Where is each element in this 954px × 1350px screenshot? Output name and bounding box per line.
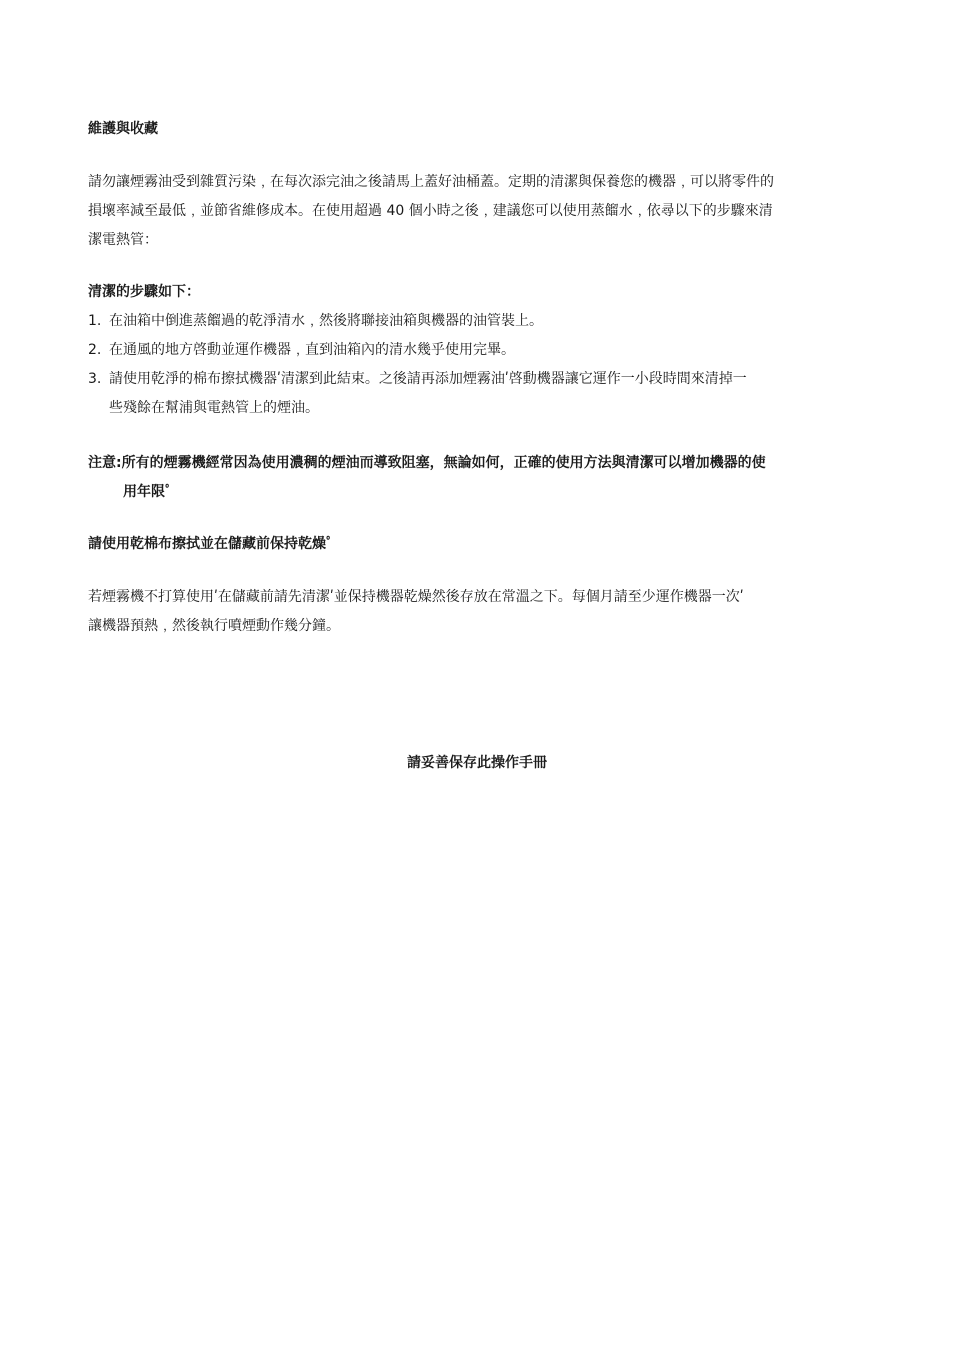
step-number: 2. <box>88 342 102 358</box>
note-line-1: 注意:所有的煙霧機經常因為使用濃稠的煙油而導致阻塞，無論如何，正確的使用方法與清潔可以增加機器的使 <box>88 455 766 471</box>
footer-note: 請妥善保存此操作手冊 <box>407 755 547 771</box>
list-item <box>88 365 878 423</box>
cleaning-title: 清潔的步驟如下： <box>88 284 200 300</box>
step-text: 請使用乾淨的棉布擦拭機器ʹ清潔到此結束。之後請再添加煙霧油ʹ啓動機器讓它運作一小段時間來清掉一 <box>109 371 747 387</box>
storage-title: 請使用乾棉布擦拭並在儲藏前保持乾燥ﾟ <box>88 536 333 552</box>
maintenance-title: 維護與收藏 <box>88 121 158 137</box>
list-item <box>88 336 878 365</box>
intro-line-2: 損壞率減至最低﹐並節省維修成本。在使用超過 40 個小時之後﹐建議您可以使用蒸餾水﹐依尋以下的步驟來清 <box>88 203 773 219</box>
step-text: 在通風的地方啓動並運作機器﹐直到油箱內的清水幾乎使用完畢。 <box>109 342 515 358</box>
page-content <box>88 118 878 641</box>
cleaning-steps-list <box>88 307 878 423</box>
storage-line-2: 讓機器預熱﹐然後執行噴煙動作幾分鐘。 <box>88 618 340 634</box>
step-text: 在油箱中倒進蒸餾過的乾淨清水﹐然後將聯接油箱與機器的油管裝上。 <box>109 313 543 329</box>
storage-line-1: 若煙霧機不打算使用ʹ在儲藏前請先清潔ʹ並保持機器乾燥然後存放在常溫之下。每個月請至少運作機器一次ʹ <box>88 589 744 605</box>
note-paragraph <box>88 449 878 507</box>
step-number: 1. <box>88 313 102 329</box>
intro-line-1: 請勿讓煙霧油受到雜質污染﹐在每次添完油之後請馬上蓋好油桶蓋。定期的清潔與保養您的機器﹐可以將零件的 <box>88 174 774 190</box>
note-line-2: 用年限ﾟ <box>123 484 172 500</box>
storage-paragraph <box>88 583 878 641</box>
maintenance-intro <box>88 168 878 255</box>
step-number: 3. <box>88 371 102 387</box>
step-text-continued: 些殘餘在幫浦與電熱管上的煙油。 <box>109 400 319 416</box>
intro-line-3: 潔電熱管： <box>88 232 158 248</box>
list-item <box>88 307 878 336</box>
